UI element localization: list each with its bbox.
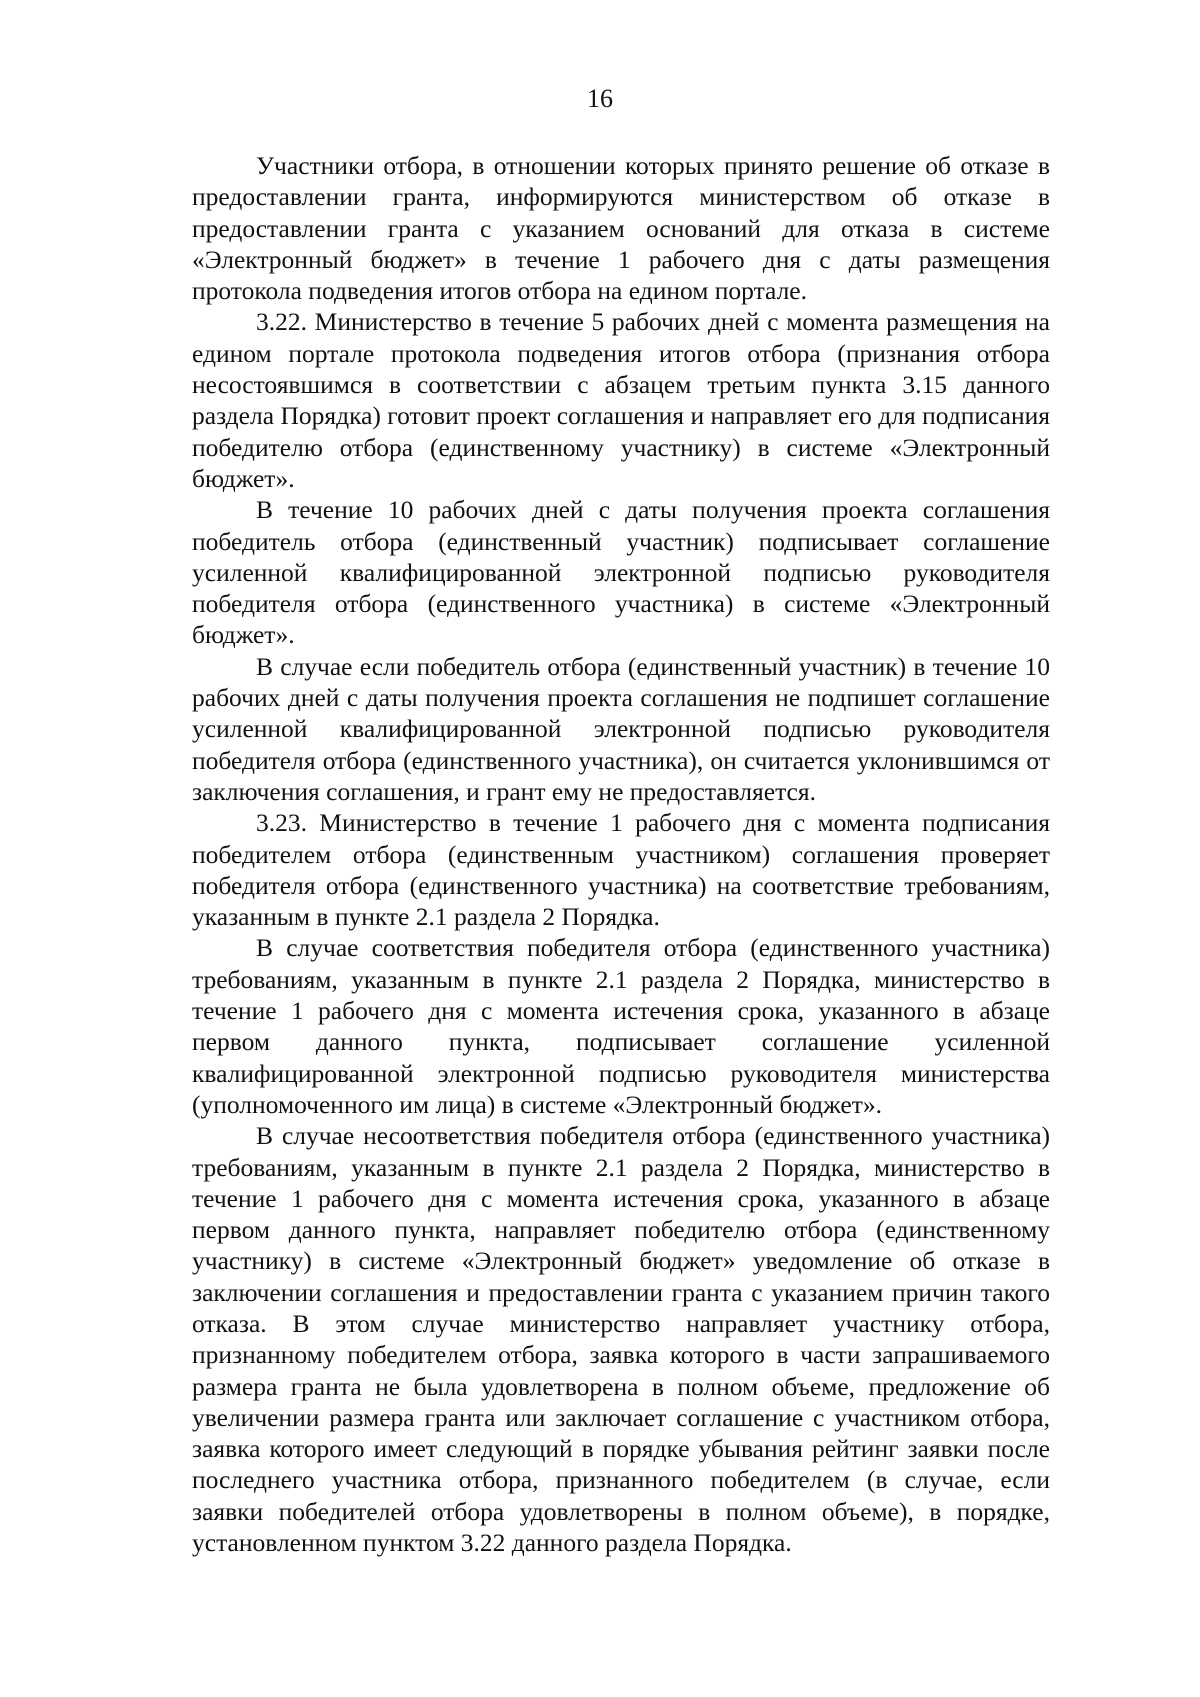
- paragraph: 3.22. Министерство в течение 5 рабочих дней с момента размещения на едином портале протокола подведения итогов отбора (признания отбора несостоявшимся в соответствии с абзацем третьим пункта 3.15 данного раздела Порядка) готовит проект соглашения и направляет его для подписания победителю отбора (единственному участнику) в системе «Электронный бюджет».: [192, 307, 1050, 493]
- paragraph: В случае если победитель отбора (единственный участник) в течение 10 рабочих дней с даты получения проекта соглашения не подпишет соглашение усиленной квалифицированной электронной подписью руководителя победителя отбора (единственного участника), он считается уклонившимся от заключения соглашения, и грант ему не предоставляется.: [192, 651, 1050, 806]
- paragraph: Участники отбора, в отношении которых принято решение об отказе в предоставлении гранта, информируются министерством об отказе в предоставлении гранта с указанием оснований для отказа в системе «Электронный бюджет» в течение 1 рабочего дня с даты размещения протокола подведения итогов отбора на едином портале.: [192, 151, 1050, 306]
- paragraph: В случае соответствия победителя отбора (единственного участника) требованиям, указанным в пункте 2.1 раздела 2 Порядка, министерство в течение 1 рабочего дня с момента истечения срока, указанного в абзаце первом данного пункта, подписывает соглашение усиленной квалифицированной электронной подписью руководителя министерства (уполномоченного им лица) в системе «Электронный бюджет».: [192, 933, 1050, 1119]
- paragraph: 3.23. Министерство в течение 1 рабочего дня с момента подписания победителем отбора (единственным участником) соглашения проверяет победителя отбора (единственного участника) на соответствие требованиям, указанным в пункте 2.1 раздела 2 Порядка.: [192, 808, 1050, 932]
- paragraph: В случае несоответствия победителя отбора (единственного участника) требованиям, указанным в пункте 2.1 раздела 2 Порядка, министерство в течение 1 рабочего дня с момента истечения срока, указанного в абзаце первом данного пункта, направляет победителю отбора (единственному участнику) в системе «Электронный бюджет» уведомление об отказе в заключении соглашения и предоставлении гранта с указанием причин такого отказа. В этом случае министерство направляет участнику отбора, признанному победителем отбора, заявка которого в части запрашиваемого размера гранта не была удовлетворена в полном объеме, предложение об увеличении размера гранта или заключает соглашение с участником отбора, заявка которого имеет следующий в порядке убывания рейтинг заявки после последнего участника отбора, признанного победителем (в случае, если заявки победителей отбора удовлетворены в полном объеме), в порядке, установленном пунктом 3.22 данного раздела Порядка.: [192, 1121, 1050, 1558]
- paragraph: В течение 10 рабочих дней с даты получения проекта соглашения победитель отбора (единственный участник) подписывает соглашение усиленной квалифицированной электронной подписью руководителя победителя отбора (единственного участника) в системе «Электронный бюджет».: [192, 495, 1050, 650]
- page-number: 16: [587, 84, 613, 113]
- document-body: [192, 150, 1050, 1558]
